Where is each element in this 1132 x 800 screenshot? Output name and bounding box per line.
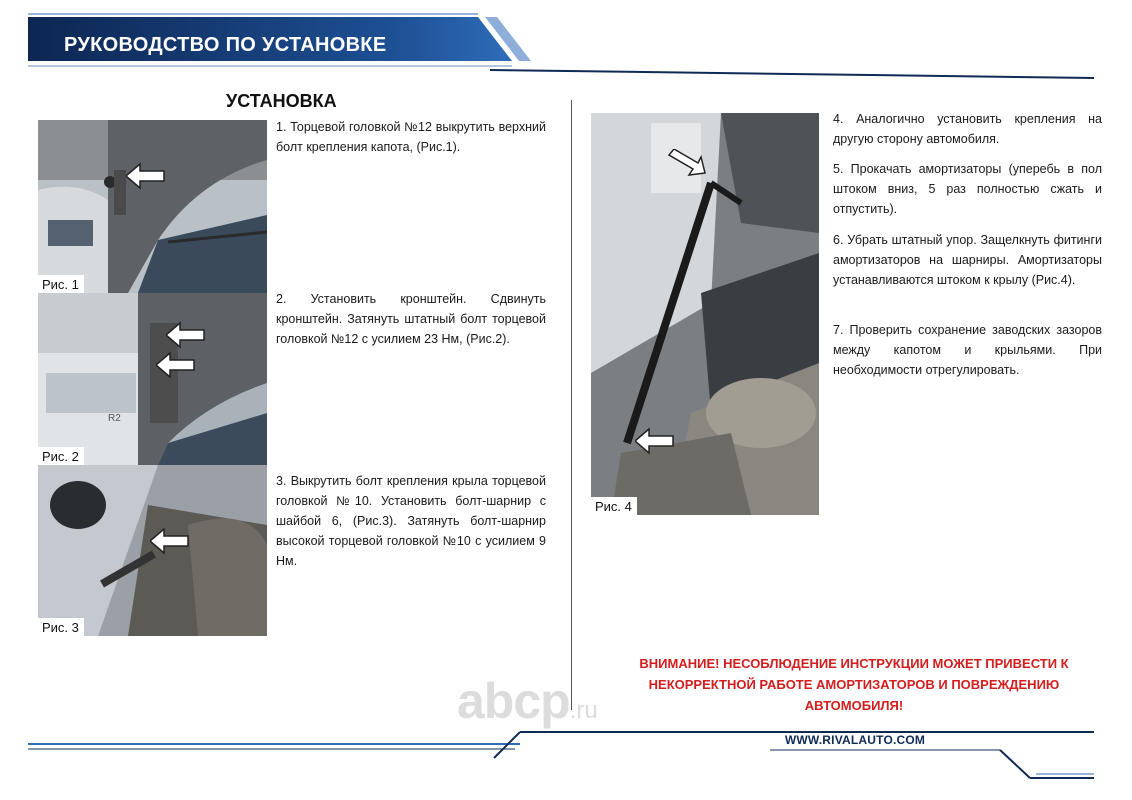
- step-4: 4. Аналогично установить крепления на другую сторону автомобиля.: [833, 112, 1102, 146]
- step-7: 7. Проверить сохранение заводских зазоров между капотом и крыльями. При необходимости отрегулировать.: [833, 323, 1102, 377]
- footer-band: [0, 722, 1132, 800]
- svg-text:R2: R2: [108, 413, 121, 424]
- figure-3-caption: Рис. 3: [38, 618, 84, 636]
- arrow-icon: [150, 527, 190, 555]
- page-header-title: РУКОВОДСТВО ПО УСТАНОВКЕ: [64, 34, 387, 56]
- arrow-icon: [667, 149, 707, 177]
- arrow-icon: [166, 321, 206, 349]
- figure-4: [591, 113, 819, 515]
- step-5: 5. Прокачать амортизаторы (уперебь в пол штоком вниз, 5 раз полностью сжать и отпустить).: [833, 162, 1102, 216]
- figure-2-caption: Рис. 2: [38, 447, 84, 465]
- step-2: 2. Установить кронштейн. Сдвинуть кронштейн. Затянуть штатный болт торцевой головкой №12 с усилием 23 Нм, (Рис.2).: [276, 292, 546, 346]
- step-1: 1. Торцевой головкой №12 выкрутить верхний болт крепления капота, (Рис.1).: [276, 120, 546, 154]
- arrow-icon: [635, 427, 675, 455]
- column-divider: [571, 100, 572, 710]
- step-3: 3. Выкрутить болт крепления крыла торцевой головкой №10. Установить болт-шарнир с шайбой 6, (Рис.3). Затянуть болт-шарнир высокой торцевой головкой №10 с усилием 9 Нм.: [276, 474, 546, 568]
- step-6: 6. Убрать штатный упор. Защелкнуть фитинги амортизаторов на шарниры. Амортизаторы устанавливаются штоком к крылу (Рис.4).: [833, 233, 1102, 287]
- footer-website-link[interactable]: WWW.RIVALAUTO.COM: [784, 733, 926, 747]
- watermark-main: abcp: [457, 673, 570, 729]
- arrow-icon: [126, 162, 166, 190]
- section-title: УСТАНОВКА: [226, 91, 337, 111]
- figure-2: [38, 293, 267, 465]
- warning-notice: ВНИМАНИЕ! НЕСОБЛЮДЕНИЕ ИНСТРУКЦИИ МОЖЕТ ПРИВЕСТИ К НЕКОРРЕКТНОЙ РАБОТЕ АМОРТИЗАТОРОВ И ПОВРЕЖДЕНИЮ АВТОМОБИЛЯ!: [639, 656, 1069, 713]
- arrow-icon: [156, 351, 196, 379]
- figure-4-caption: Рис. 4: [591, 497, 637, 515]
- figure-1: [38, 120, 267, 293]
- watermark-suffix: .ru: [569, 697, 598, 724]
- figure-3: [38, 465, 267, 636]
- figure-1-caption: Рис. 1: [38, 275, 84, 293]
